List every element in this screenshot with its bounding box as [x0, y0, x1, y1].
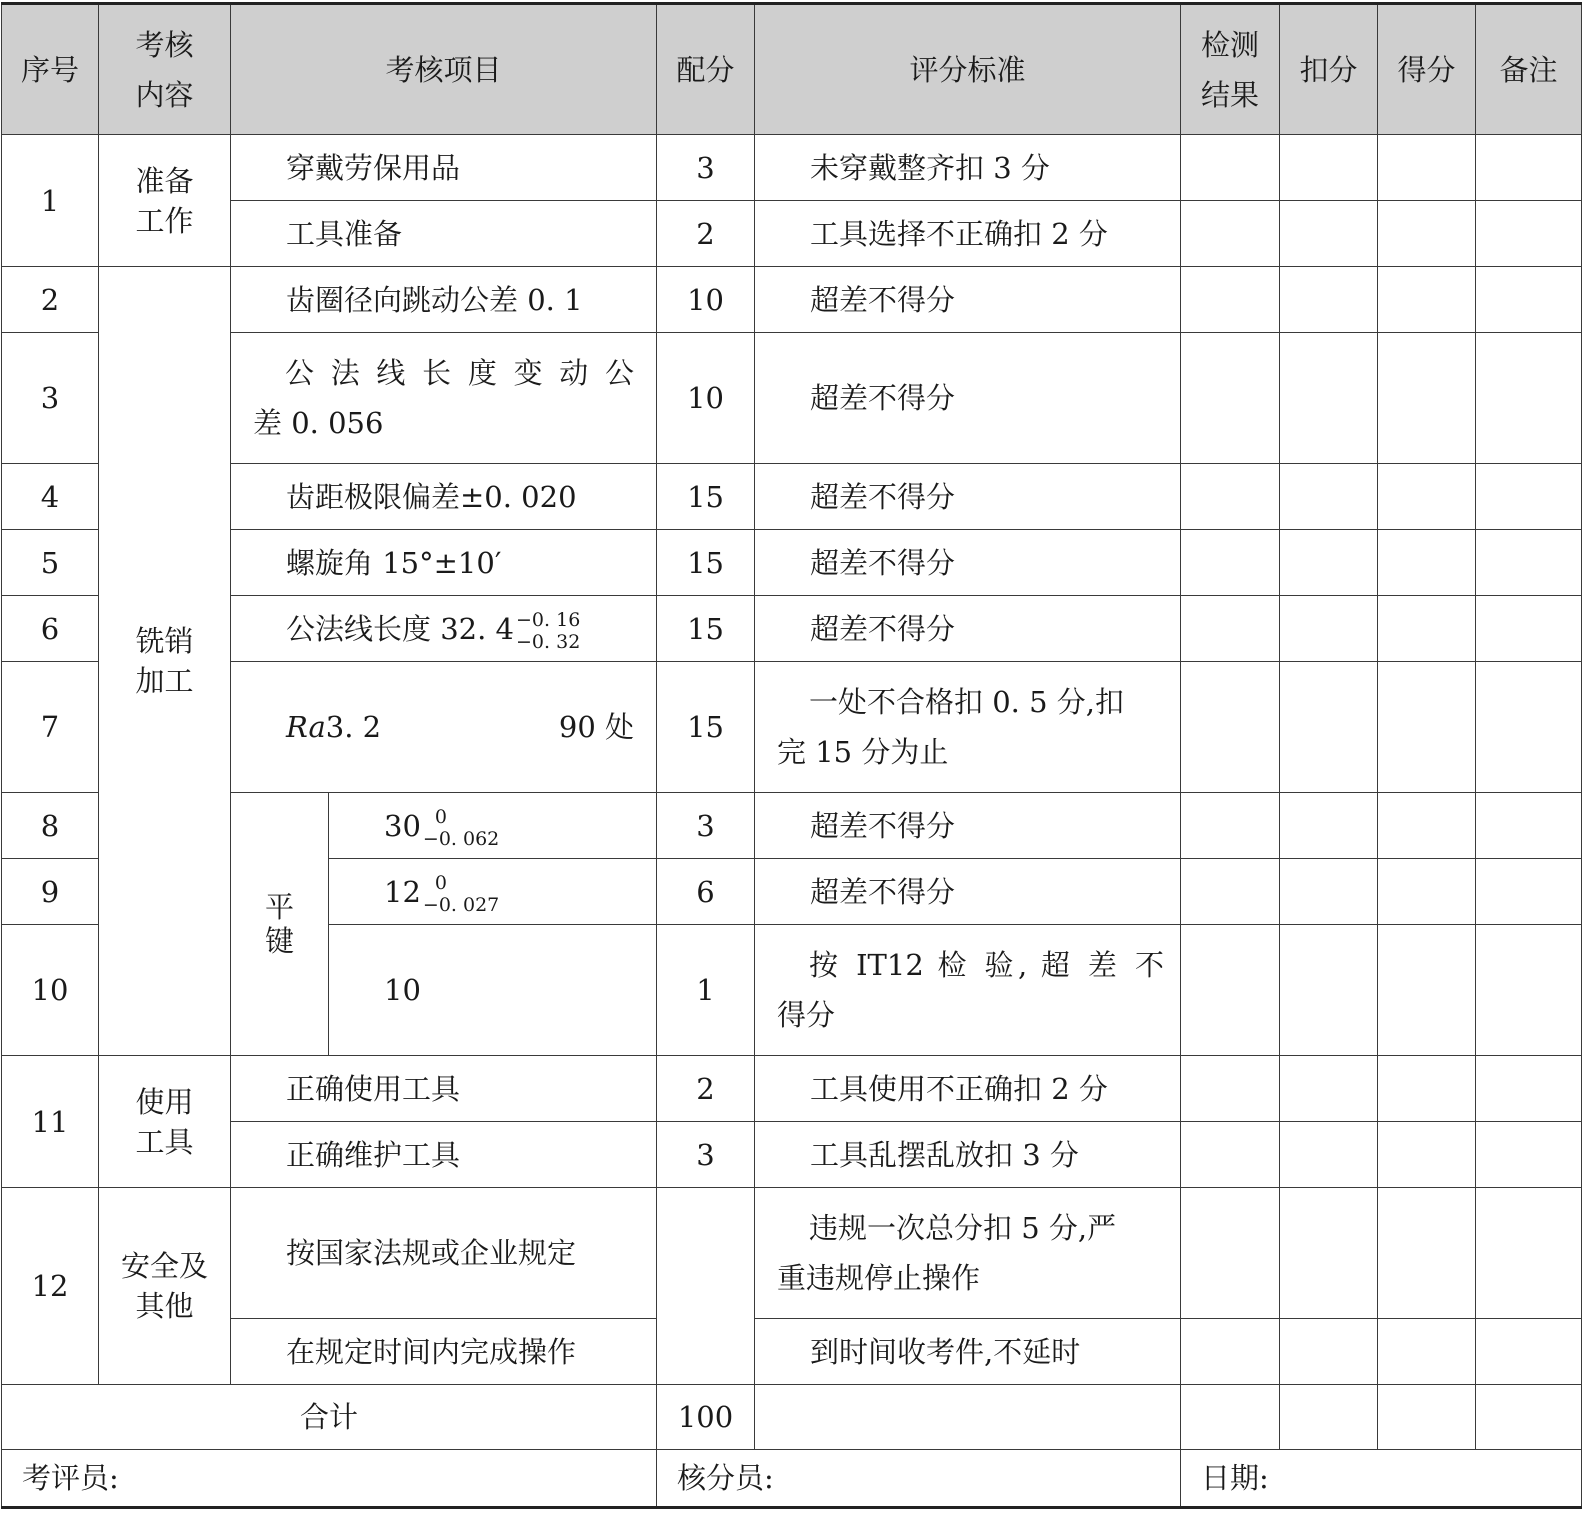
row-standard: 工具选择不正确扣 2 分 — [755, 201, 1181, 267]
row-no: 1 — [2, 135, 99, 267]
roughness-count: 90 处 — [558, 710, 635, 744]
result-cell[interactable] — [1181, 859, 1280, 925]
row-score: 15 — [657, 662, 755, 793]
deduct-cell[interactable] — [1280, 1122, 1378, 1188]
result-cell[interactable] — [1181, 530, 1280, 596]
row-no: 3 — [2, 333, 99, 464]
group-key-line1: 平 — [264, 890, 294, 924]
tolerance-upper: −0. 16 — [516, 608, 581, 631]
header-gain: 得分 — [1378, 4, 1476, 135]
row-item: 齿圈径向跳动公差 0. 1 — [231, 267, 657, 333]
row-score: 15 — [657, 530, 755, 596]
row-item: 齿距极限偏差±0. 020 — [231, 464, 657, 530]
row-score: 6 — [657, 859, 755, 925]
gain-cell[interactable] — [1378, 267, 1476, 333]
header-content-line2: 内容 — [135, 77, 194, 112]
result-cell[interactable] — [1181, 925, 1280, 1056]
row-standard-line2: 得分 — [777, 998, 836, 1032]
row-score: 3 — [657, 793, 755, 859]
row-standard: 超差不得分 — [755, 793, 1181, 859]
table-row — [2, 1319, 1582, 1385]
remark-cell[interactable] — [1476, 530, 1582, 596]
remark-cell[interactable] — [1476, 1319, 1582, 1385]
gain-cell[interactable] — [1378, 662, 1476, 793]
row-standard-line2: 重违规停止操作 — [777, 1261, 981, 1295]
row-item: 工具准备 — [231, 201, 657, 267]
row-item — [329, 859, 657, 925]
header-row — [2, 4, 1582, 135]
group-prep — [99, 135, 231, 267]
group-prep-line2: 工作 — [135, 203, 194, 238]
row-item — [231, 662, 657, 793]
roughness-value: 3. 2 — [325, 710, 382, 744]
table-row — [2, 662, 1582, 793]
table-row — [2, 333, 1582, 464]
deduct-cell[interactable] — [1280, 464, 1378, 530]
gain-cell[interactable] — [1378, 1188, 1476, 1319]
row-score: 2 — [657, 201, 755, 267]
row-no: 11 — [2, 1056, 99, 1188]
row-no: 10 — [2, 925, 99, 1056]
row-standard: 超差不得分 — [755, 596, 1181, 662]
header-result — [1181, 4, 1280, 135]
result-cell[interactable] — [1181, 201, 1280, 267]
table-row — [2, 1056, 1582, 1122]
gain-cell[interactable] — [1378, 925, 1476, 1056]
result-cell[interactable] — [1181, 333, 1280, 464]
row-score: 10 — [657, 267, 755, 333]
roughness-symbol: Ra — [286, 710, 326, 744]
row-item-line1: 公 法 线 长 度 变 动 公 — [285, 356, 635, 390]
row-standard-line2: 完 15 分为止 — [777, 735, 949, 769]
deduct-cell[interactable] — [1280, 1188, 1378, 1319]
gain-cell[interactable] — [1378, 333, 1476, 464]
row-item: 按国家法规或企业规定 — [231, 1188, 657, 1319]
row-item — [231, 596, 657, 662]
table-row — [2, 135, 1582, 201]
row-score: 1 — [657, 925, 755, 1056]
remark-cell[interactable] — [1476, 925, 1582, 1056]
remark-cell[interactable] — [1476, 1188, 1582, 1319]
group-tools — [99, 1056, 231, 1188]
row-standard: 到时间收考件,不延时 — [755, 1319, 1181, 1385]
score-table — [1, 2, 1582, 1509]
row-no: 9 — [2, 859, 99, 925]
deduct-cell[interactable] — [1280, 662, 1378, 793]
row-standard — [755, 662, 1181, 793]
remark-cell[interactable] — [1476, 333, 1582, 464]
tolerance-upper: 0 — [434, 871, 447, 894]
total-result-cell[interactable] — [1181, 1385, 1280, 1450]
deduct-cell[interactable] — [1280, 1319, 1378, 1385]
row-item: 在规定时间内完成操作 — [231, 1319, 657, 1385]
remark-cell[interactable] — [1476, 201, 1582, 267]
row-no: 6 — [2, 596, 99, 662]
table-row — [2, 267, 1582, 333]
result-cell[interactable] — [1181, 793, 1280, 859]
row-standard: 超差不得分 — [755, 333, 1181, 464]
remark-cell[interactable] — [1476, 464, 1582, 530]
row-standard — [755, 1188, 1181, 1319]
date-field[interactable]: 日期: — [1181, 1450, 1582, 1508]
deduct-cell[interactable] — [1280, 1056, 1378, 1122]
tolerance-lower: −0. 32 — [516, 630, 581, 653]
gain-cell[interactable] — [1378, 596, 1476, 662]
row-item-nominal: 公法线长度 32. 4 — [286, 611, 515, 646]
table-row — [2, 464, 1582, 530]
group-key-line2: 键 — [264, 924, 294, 958]
header-content-line1: 考核 — [135, 27, 194, 62]
gain-cell[interactable] — [1378, 1319, 1476, 1385]
tolerance — [423, 806, 499, 850]
row-item: 螺旋角 15°±10′ — [231, 530, 657, 596]
tolerance-lower: −0. 062 — [422, 827, 500, 850]
row-standard: 工具使用不正确扣 2 分 — [755, 1056, 1181, 1122]
header-score: 配分 — [657, 4, 755, 135]
group-safety — [99, 1188, 231, 1385]
remark-cell[interactable] — [1476, 793, 1582, 859]
row-standard: 超差不得分 — [755, 530, 1181, 596]
row-no: 8 — [2, 793, 99, 859]
remark-cell[interactable] — [1476, 596, 1582, 662]
total-standard-cell — [755, 1385, 1181, 1450]
group-safety-line2: 其他 — [135, 1289, 194, 1323]
row-standard: 超差不得分 — [755, 267, 1181, 333]
header-result-line1: 检测 — [1201, 27, 1260, 62]
tolerance — [516, 609, 580, 653]
result-cell[interactable] — [1181, 1188, 1280, 1319]
header-result-line2: 结果 — [1201, 77, 1260, 112]
table-row — [2, 1122, 1582, 1188]
deduct-cell[interactable] — [1280, 333, 1378, 464]
row-item-nominal: 30 — [384, 808, 421, 843]
row-standard-line1: 按 IT12 检 验, 超 差 不 — [809, 948, 1165, 982]
group-mill-line1: 铣销 — [135, 624, 194, 658]
group-mill — [99, 267, 231, 1056]
row-standard: 超差不得分 — [755, 464, 1181, 530]
gain-cell[interactable] — [1378, 464, 1476, 530]
row-no: 5 — [2, 530, 99, 596]
row-no: 4 — [2, 464, 99, 530]
remark-cell[interactable] — [1476, 135, 1582, 201]
gain-cell[interactable] — [1378, 859, 1476, 925]
table-row — [2, 530, 1582, 596]
result-cell[interactable] — [1181, 1319, 1280, 1385]
remark-cell[interactable] — [1476, 1056, 1582, 1122]
gain-cell[interactable] — [1378, 793, 1476, 859]
header-content — [99, 4, 231, 135]
total-deduct-cell[interactable] — [1280, 1385, 1378, 1450]
row-score: 3 — [657, 1122, 755, 1188]
row-standard — [755, 925, 1181, 1056]
result-cell[interactable] — [1181, 596, 1280, 662]
result-cell[interactable] — [1181, 135, 1280, 201]
tolerance-upper: 0 — [434, 805, 447, 828]
row-standard: 超差不得分 — [755, 859, 1181, 925]
row-score — [657, 1188, 755, 1385]
result-cell[interactable] — [1181, 1056, 1280, 1122]
gain-cell[interactable] — [1378, 135, 1476, 201]
result-cell[interactable] — [1181, 1122, 1280, 1188]
remark-cell[interactable] — [1476, 267, 1582, 333]
deduct-cell[interactable] — [1280, 267, 1378, 333]
row-item — [329, 793, 657, 859]
result-cell[interactable] — [1181, 662, 1280, 793]
row-score: 15 — [657, 596, 755, 662]
deduct-cell[interactable] — [1280, 135, 1378, 201]
group-mill-line2: 加工 — [135, 664, 194, 698]
deduct-cell[interactable] — [1280, 530, 1378, 596]
table-row — [2, 201, 1582, 267]
header-item: 考核项目 — [231, 4, 657, 135]
deduct-cell[interactable] — [1280, 793, 1378, 859]
row-no: 12 — [2, 1188, 99, 1385]
signature-row — [2, 1450, 1582, 1508]
group-safety-line1: 安全及 — [120, 1249, 208, 1283]
row-no: 2 — [2, 267, 99, 333]
row-score: 10 — [657, 333, 755, 464]
table-row — [2, 596, 1582, 662]
group-tools-line1: 使用 — [135, 1084, 194, 1119]
tolerance — [423, 872, 499, 916]
group-key — [231, 793, 329, 1056]
row-standard-line1: 违规一次总分扣 5 分,严 — [809, 1211, 1117, 1245]
header-standard: 评分标准 — [755, 4, 1181, 135]
gain-cell[interactable] — [1378, 1122, 1476, 1188]
total-score: 100 — [657, 1385, 755, 1450]
row-item: 穿戴劳保用品 — [231, 135, 657, 201]
gain-cell[interactable] — [1378, 530, 1476, 596]
total-remark-cell[interactable] — [1476, 1385, 1582, 1450]
result-cell[interactable] — [1181, 267, 1280, 333]
header-deduct: 扣分 — [1280, 4, 1378, 135]
group-prep-line1: 准备 — [135, 163, 194, 198]
remark-cell[interactable] — [1476, 1122, 1582, 1188]
row-item: 正确维护工具 — [231, 1122, 657, 1188]
header-no: 序号 — [2, 4, 99, 135]
header-remark: 备注 — [1476, 4, 1582, 135]
gain-cell[interactable] — [1378, 201, 1476, 267]
gain-cell[interactable] — [1378, 1056, 1476, 1122]
deduct-cell[interactable] — [1280, 925, 1378, 1056]
row-standard: 工具乱摆乱放扣 3 分 — [755, 1122, 1181, 1188]
row-score: 2 — [657, 1056, 755, 1122]
scorer-field[interactable]: 核分员: — [657, 1450, 1181, 1508]
row-no: 7 — [2, 662, 99, 793]
row-item: 正确使用工具 — [231, 1056, 657, 1122]
examiner-field[interactable]: 考评员: — [2, 1450, 657, 1508]
remark-cell[interactable] — [1476, 662, 1582, 793]
group-tools-line2: 工具 — [135, 1124, 194, 1159]
row-item: 10 — [329, 925, 657, 1056]
table-row — [2, 1188, 1582, 1319]
remark-cell[interactable] — [1476, 859, 1582, 925]
row-item — [231, 333, 657, 464]
tolerance-lower: −0. 027 — [422, 893, 500, 916]
deduct-cell[interactable] — [1280, 201, 1378, 267]
row-score: 3 — [657, 135, 755, 201]
total-label: 合计 — [2, 1385, 657, 1450]
row-item-line2: 差 0. 056 — [253, 406, 384, 440]
total-row — [2, 1385, 1582, 1450]
roughness-spec — [286, 702, 381, 752]
deduct-cell[interactable] — [1280, 596, 1378, 662]
table-row — [2, 793, 1582, 859]
row-standard: 未穿戴整齐扣 3 分 — [755, 135, 1181, 201]
row-standard-line1: 一处不合格扣 0. 5 分,扣 — [809, 685, 1125, 719]
result-cell[interactable] — [1181, 464, 1280, 530]
row-item-nominal: 12 — [384, 874, 421, 909]
total-gain-cell[interactable] — [1378, 1385, 1476, 1450]
row-score: 15 — [657, 464, 755, 530]
deduct-cell[interactable] — [1280, 859, 1378, 925]
